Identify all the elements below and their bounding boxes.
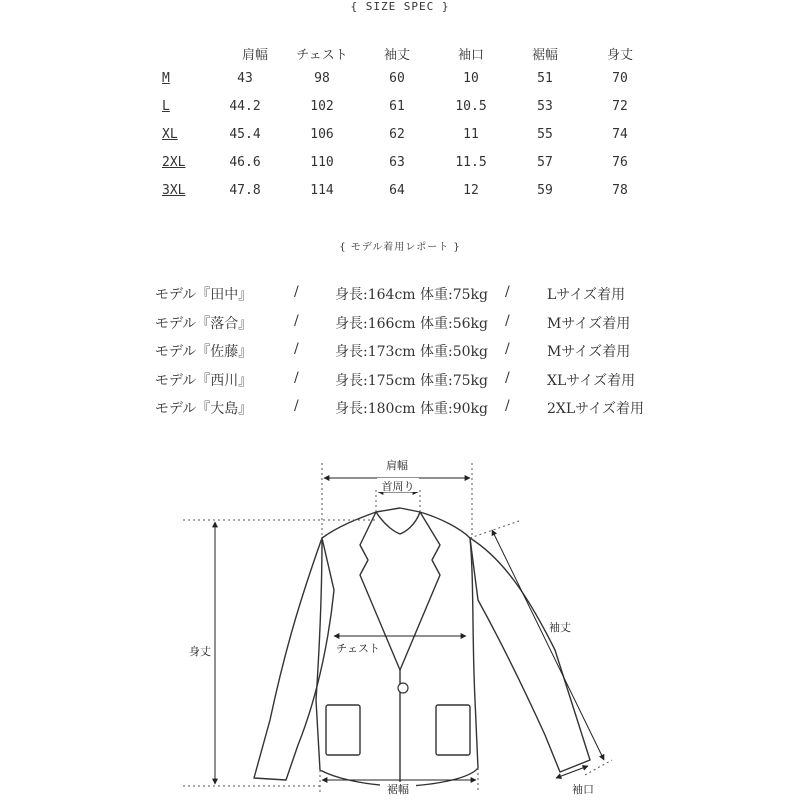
list-item [0,284,800,306]
model-size: Mサイズ着用 [547,344,631,360]
table-cell: 10 [463,71,479,86]
list-item [0,341,800,363]
jacket-button [398,683,408,693]
table-cell: 45.4 [229,127,261,142]
table-cell: 63 [389,155,405,170]
table-cell: 60 [389,71,405,86]
size-label-l: L [162,99,170,114]
table-cell: 57 [537,155,553,170]
table-cell: 59 [537,183,553,198]
model-stats: 身長:164cm 体重:75kg [335,287,488,303]
model-name: モデル『田中』 [155,287,253,303]
header-cuff: 袖口 [457,48,484,63]
jacket-right-pocket [436,705,470,755]
table-cell: 61 [389,99,405,114]
model-size: XLサイズ着用 [547,373,636,389]
table-cell: 55 [537,127,553,142]
table-cell: 53 [537,99,553,114]
table-cell: 114 [310,183,334,198]
table-cell: 47.8 [229,183,261,198]
table-cell: 72 [612,99,628,114]
table-cell: 11.5 [455,155,487,170]
table-cell: 106 [310,127,334,142]
jacket-left-pocket [326,705,360,755]
model-stats: 身長:166cm 体重:56kg [335,316,488,332]
model-stats: 身長:180cm 体重:90kg [335,401,488,417]
table-cell: 12 [463,183,479,198]
jacket-measurement-diagram [170,450,650,800]
list-item [0,398,800,420]
list-item [0,370,800,392]
chest-label: チェスト [336,642,380,655]
model-stats: 身長:173cm 体重:50kg [335,344,488,360]
jacket-right-lapel [400,512,440,670]
table-cell: 98 [314,71,330,86]
table-cell: 102 [310,99,334,114]
table-cell: 44.2 [229,99,261,114]
separator: / [505,370,510,386]
model-report-title: { モデル着用レポート } [339,242,461,253]
header-shoulder: 肩幅 [241,48,268,63]
model-name: モデル『佐藤』 [155,344,253,360]
separator: / [294,398,299,414]
separator: / [294,313,299,329]
jacket-right-sleeve [470,538,590,772]
jacket-collar [376,512,420,534]
model-name: モデル『西川』 [155,373,253,389]
table-cell: 74 [612,127,628,142]
size-label-m: M [162,71,170,86]
table-cell: 76 [612,155,628,170]
table-cell: 62 [389,127,405,142]
separator: / [294,370,299,386]
model-stats: 身長:175cm 体重:75kg [335,373,488,389]
size-spec-title: { SIZE SPEC } [350,0,450,13]
length-label: 身丈 [189,645,211,658]
separator: / [505,284,510,300]
separator: / [294,284,299,300]
header-chest: チェスト [296,48,348,63]
separator: / [505,341,510,357]
model-size: 2XLサイズ着用 [547,401,645,417]
table-cell: 70 [612,71,628,86]
size-label-xl: XL [162,127,178,142]
guide-sleeve-bottom [585,760,612,775]
table-cell: 43 [237,71,253,86]
neck-label: 首周り [381,480,415,493]
header-sleeve-length: 袖丈 [383,48,410,63]
table-cell: 78 [612,183,628,198]
cuff-label: 袖口 [572,783,594,796]
model-size: Mサイズ着用 [547,316,631,332]
model-name: モデル『落合』 [155,316,253,332]
guide-sleeve-top [470,520,522,538]
sleeve-arrow [492,530,604,760]
table-cell: 64 [389,183,405,198]
shoulder-label: 肩幅 [386,459,408,472]
separator: / [505,313,510,329]
separator: / [294,341,299,357]
sleeve-label: 袖丈 [549,621,571,634]
header-body-length: 身丈 [606,48,633,63]
table-cell: 10.5 [455,99,487,114]
model-name: モデル『大島』 [155,401,253,417]
header-hem: 裾幅 [531,48,558,63]
separator: / [505,398,510,414]
table-cell: 46.6 [229,155,261,170]
model-size: Lサイズ着用 [547,287,626,303]
table-cell: 110 [310,155,334,170]
table-cell: 11 [463,127,479,142]
list-item [0,313,800,335]
size-label-3xl: 3XL [162,183,186,198]
hem-label: 裾幅 [387,783,409,796]
table-cell: 51 [537,71,553,86]
size-label-2xl: 2XL [162,155,186,170]
